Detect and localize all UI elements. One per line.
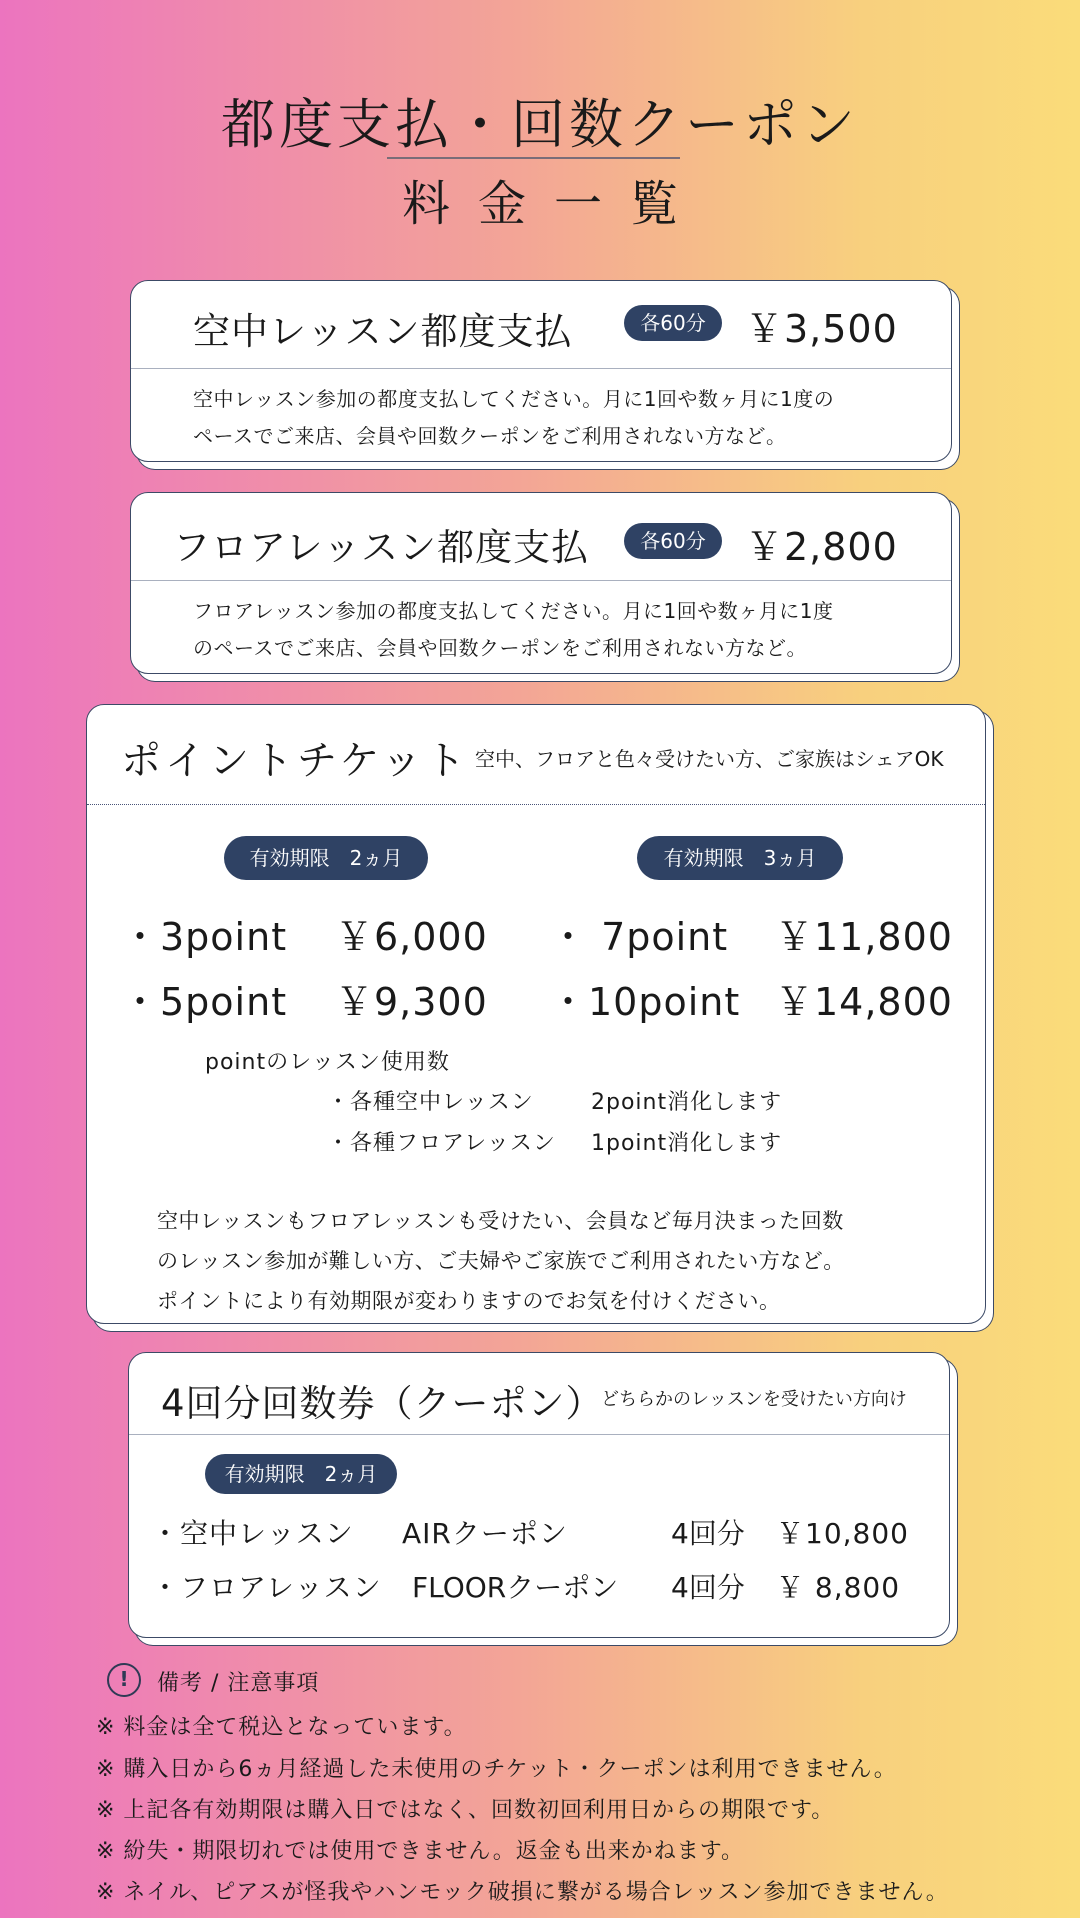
usage-label: ・各種フロアレッスン (327, 1131, 556, 1156)
coupon-lesson: ・フロアレッスン (151, 1571, 382, 1604)
exclamation-circle-icon: ! (107, 1663, 141, 1697)
plan-label: ・10point (549, 980, 741, 1024)
plan-label: ・3point (121, 915, 288, 959)
desc-line: 空中レッスン参加の都度支払してください。月に1回や数ヶ月に1度の (193, 387, 835, 411)
duration-badge: 各60分 (624, 523, 722, 559)
coupon-lesson: ・空中レッスン (151, 1517, 354, 1550)
card-description (193, 381, 834, 455)
validity-badge-3-months: 有効期限 3ヵ月 (637, 836, 843, 880)
coupon-card (128, 1352, 950, 1638)
plan-price: ￥11,800 (775, 915, 953, 959)
coupon-price: ￥ 8,800 (776, 1571, 901, 1604)
validity-badge-2-months: 有効期限 2ヵ月 (224, 836, 428, 880)
plan-label: ・ 7point (549, 915, 729, 959)
note-item: ※ 紛失・期限切れでは使用できません。返金も出来かねます。 (96, 1839, 744, 1864)
point-ticket-card (86, 704, 986, 1324)
coupon-name: AIRクーポン (402, 1517, 568, 1550)
card-title: 4回分回数券（クーポン） (161, 1382, 604, 1425)
duration-badge: 各60分 (624, 305, 722, 341)
note-item: ※ 上記各有効期限は購入日ではなく、回数初回利用日からの期限です。 (96, 1798, 835, 1823)
card-description (193, 593, 833, 667)
plan-price: ￥14,800 (775, 980, 953, 1024)
note-item: ※ ネイル、ピアスが怪我やハンモック破損に繋がる場合レッスン参加できません。 (96, 1880, 949, 1905)
desc-line: ペースでご来店、会員や回数クーポンをご利用されない方など。 (193, 424, 787, 448)
desc-line: フロアレッスン参加の都度支払してください。月に1回や数ヶ月に1度 (193, 599, 834, 623)
plan-price: ￥6,000 (335, 915, 488, 959)
card-title: ポイントチケット (121, 738, 470, 784)
desc-line: ポイントにより有効期限が変わりますのでお気を付けください。 (157, 1289, 781, 1313)
notes-heading: 備考 / 注意事項 (157, 1671, 320, 1696)
card-title: フロアレッスン都度支払 (173, 526, 590, 569)
card-tagline: どちらかのレッスンを受けたい方向け (601, 1389, 907, 1410)
note-item: ※ 購入日から6ヵ月経過した未使用のチケット・クーポンは利用できません。 (96, 1757, 897, 1782)
coupon-name: FLOORクーポン (412, 1571, 619, 1604)
note-item: ※ 料金は全て税込となっています。 (96, 1715, 467, 1740)
price: ￥3,500 (745, 307, 898, 351)
page-title: 都度支払・回数クーポン (221, 93, 859, 156)
plan-label: ・5point (121, 980, 288, 1024)
usage-value: 1point消化します (591, 1131, 783, 1156)
desc-line: 空中レッスンもフロアレッスンも受けたい、会員など毎月決まった回数 (157, 1209, 844, 1233)
title-divider (387, 157, 680, 159)
card-title: 空中レッスン都度支払 (193, 310, 573, 353)
floor-drop-in-card (130, 492, 952, 674)
coupon-count: 4回分 (671, 1571, 745, 1604)
plan-price: ￥9,300 (335, 980, 488, 1024)
validity-badge: 有効期限 2ヵ月 (205, 1454, 397, 1494)
coupon-price: ￥10,800 (776, 1517, 909, 1550)
air-drop-in-card (130, 280, 952, 462)
usage-heading: pointのレッスン使用数 (205, 1050, 450, 1075)
desc-line: のレッスン参加が難しい方、ご夫婦やご家族でご利用されたい方など。 (157, 1249, 845, 1273)
usage-label: ・各種空中レッスン (327, 1090, 534, 1115)
usage-value: 2point消化します (591, 1090, 783, 1115)
coupon-count: 4回分 (671, 1517, 745, 1550)
desc-line: のペースでご来店、会員や回数クーポンをご利用されない方など。 (193, 636, 807, 660)
price: ￥2,800 (745, 525, 898, 569)
page-subtitle: 料金一覧 (401, 176, 706, 232)
card-description (157, 1201, 845, 1321)
card-tagline: 空中、フロアと色々受けたい方、ご家族はシェアOK (475, 747, 944, 771)
